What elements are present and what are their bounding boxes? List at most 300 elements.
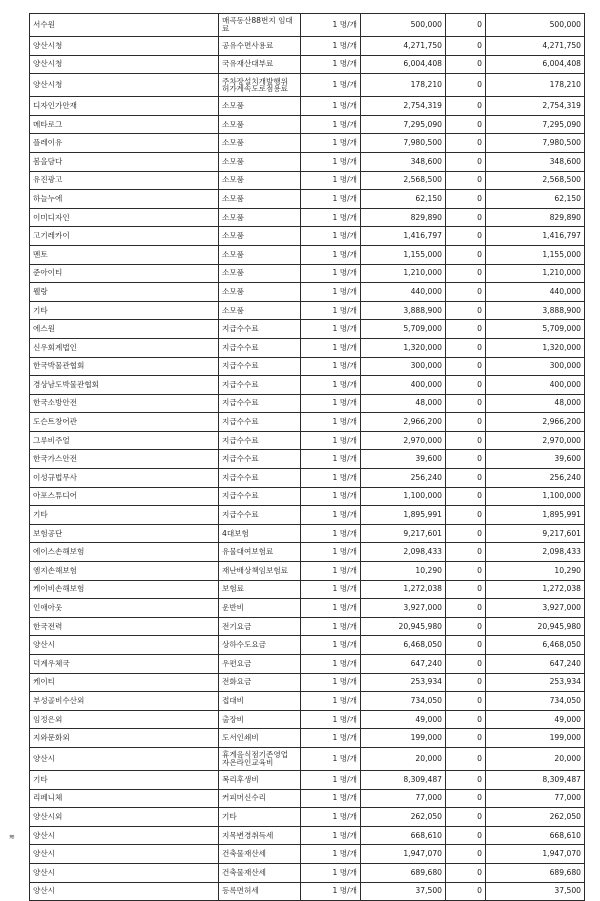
payee-cell: 양산시청 <box>30 55 219 74</box>
table-row <box>30 394 585 413</box>
quantity-cell: 1 명/개 <box>301 14 361 37</box>
item-cell: 소모품 <box>219 264 301 283</box>
extra-cell: 0 <box>446 617 486 636</box>
quantity-cell: 1 명/개 <box>301 617 361 636</box>
total-cell: 2,098,433 <box>486 543 585 562</box>
amount-cell: 689,680 <box>361 863 446 882</box>
total-cell: 734,050 <box>486 692 585 711</box>
extra-cell: 0 <box>446 301 486 320</box>
table-row <box>30 747 585 770</box>
amount-cell: 62,150 <box>361 190 446 209</box>
amount-cell: 1,100,000 <box>361 487 446 506</box>
extra-cell: 0 <box>446 469 486 488</box>
quantity-cell: 1 명/개 <box>301 394 361 413</box>
payee-cell: 유진광고 <box>30 171 219 190</box>
amount-cell: 2,098,433 <box>361 543 446 562</box>
payee-cell: 보험공단 <box>30 524 219 543</box>
extra-cell: 0 <box>446 882 486 901</box>
payee-cell: 기타 <box>30 301 219 320</box>
extra-cell: 0 <box>446 524 486 543</box>
amount-cell: 2,970,000 <box>361 431 446 450</box>
quantity-cell: 1 명/개 <box>301 283 361 302</box>
quantity-cell: 1 명/개 <box>301 506 361 525</box>
amount-cell: 262,050 <box>361 808 446 827</box>
total-cell: 6,468,050 <box>486 636 585 655</box>
item-cell: 우편요금 <box>219 655 301 674</box>
quantity-cell: 1 명/개 <box>301 692 361 711</box>
table-row <box>30 729 585 748</box>
total-cell: 1,210,000 <box>486 264 585 283</box>
payee-cell: 한국소방안전 <box>30 394 219 413</box>
item-cell: 건축물재산세 <box>219 863 301 882</box>
extra-cell: 0 <box>446 283 486 302</box>
total-cell: 2,754,319 <box>486 97 585 116</box>
quantity-cell: 1 명/개 <box>301 245 361 264</box>
payee-cell: 하늘누에 <box>30 190 219 209</box>
item-cell: 공유수면사용료 <box>219 37 301 56</box>
payee-cell: 양산시 <box>30 863 219 882</box>
extra-cell: 0 <box>446 770 486 789</box>
item-cell: 소모품 <box>219 171 301 190</box>
table-row <box>30 617 585 636</box>
total-cell: 2,970,000 <box>486 431 585 450</box>
item-cell: 소모품 <box>219 227 301 246</box>
table-row <box>30 655 585 674</box>
amount-cell: 1,272,038 <box>361 580 446 599</box>
item-cell: 전기요금 <box>219 617 301 636</box>
extra-cell: 0 <box>446 37 486 56</box>
total-cell: 3,888,900 <box>486 301 585 320</box>
quantity-cell: 1 명/개 <box>301 863 361 882</box>
payee-cell: 멘토 <box>30 245 219 264</box>
table-row <box>30 97 585 116</box>
quantity-cell: 1 명/개 <box>301 338 361 357</box>
total-cell: 62,150 <box>486 190 585 209</box>
item-cell: 복리후생비 <box>219 770 301 789</box>
item-cell: 지급수수료 <box>219 487 301 506</box>
payee-cell: 양산시청 <box>30 74 219 97</box>
table-row <box>30 152 585 171</box>
table-row <box>30 134 585 153</box>
table-row <box>30 320 585 339</box>
item-cell: 지급수수료 <box>219 320 301 339</box>
extra-cell: 0 <box>446 357 486 376</box>
payee-cell: 플레이유 <box>30 134 219 153</box>
amount-cell: 48,000 <box>361 394 446 413</box>
payee-cell: 케이비손해보험 <box>30 580 219 599</box>
amount-cell: 7,295,090 <box>361 115 446 134</box>
payee-cell: 양산시 <box>30 845 219 864</box>
total-cell: 3,927,000 <box>486 599 585 618</box>
total-cell: 1,100,000 <box>486 487 585 506</box>
margin-mark: ≋ <box>9 833 15 841</box>
table-row <box>30 826 585 845</box>
table-row <box>30 245 585 264</box>
quantity-cell: 1 명/개 <box>301 152 361 171</box>
extra-cell: 0 <box>446 710 486 729</box>
quantity-cell: 1 명/개 <box>301 134 361 153</box>
item-label: 휴게음식점기존영업 자온라인교육비 <box>222 750 289 767</box>
item-cell: 소모품 <box>219 208 301 227</box>
item-cell: 소모품 <box>219 283 301 302</box>
item-cell: 지급수수료 <box>219 469 301 488</box>
table-row <box>30 74 585 97</box>
amount-cell: 49,000 <box>361 710 446 729</box>
payee-cell: 한국박물관협회 <box>30 357 219 376</box>
total-cell: 49,000 <box>486 710 585 729</box>
payee-cell: 그루비주얼 <box>30 431 219 450</box>
payee-cell: 케이티 <box>30 673 219 692</box>
total-cell: 647,240 <box>486 655 585 674</box>
payee-cell: 신우회계법인 <box>30 338 219 357</box>
table-row <box>30 580 585 599</box>
table-row <box>30 376 585 395</box>
quantity-cell: 1 명/개 <box>301 845 361 864</box>
item-cell: 접대비 <box>219 692 301 711</box>
extra-cell: 0 <box>446 562 486 581</box>
total-cell: 39,600 <box>486 450 585 469</box>
table-row <box>30 770 585 789</box>
item-cell: 지급수수료 <box>219 413 301 432</box>
table-row <box>30 882 585 901</box>
total-cell: 1,272,038 <box>486 580 585 599</box>
table-row <box>30 636 585 655</box>
amount-cell: 7,980,500 <box>361 134 446 153</box>
payee-cell: 에스원 <box>30 320 219 339</box>
total-cell: 2,568,500 <box>486 171 585 190</box>
total-cell: 48,000 <box>486 394 585 413</box>
amount-cell: 6,468,050 <box>361 636 446 655</box>
amount-cell: 2,568,500 <box>361 171 446 190</box>
payee-cell: 양산시청 <box>30 37 219 56</box>
extra-cell: 0 <box>446 673 486 692</box>
total-cell: 199,000 <box>486 729 585 748</box>
extra-cell: 0 <box>446 845 486 864</box>
amount-cell: 3,888,900 <box>361 301 446 320</box>
table-row <box>30 283 585 302</box>
total-cell: 1,320,000 <box>486 338 585 357</box>
payee-cell: 봄을담다 <box>30 152 219 171</box>
amount-cell: 4,271,750 <box>361 37 446 56</box>
payee-cell: 경상남도박물관협회 <box>30 376 219 395</box>
payee-cell: 지와문화외 <box>30 729 219 748</box>
total-cell: 1,155,000 <box>486 245 585 264</box>
item-cell: 출장비 <box>219 710 301 729</box>
quantity-cell: 1 명/개 <box>301 320 361 339</box>
table-row <box>30 431 585 450</box>
item-cell: 소모품 <box>219 245 301 264</box>
payee-cell: 부성골비수산외 <box>30 692 219 711</box>
item-cell: 4대보험 <box>219 524 301 543</box>
extra-cell: 0 <box>446 636 486 655</box>
item-cell <box>219 747 301 770</box>
total-cell: 1,947,070 <box>486 845 585 864</box>
table-row <box>30 37 585 56</box>
total-cell: 262,050 <box>486 808 585 827</box>
table-row <box>30 301 585 320</box>
payee-cell: 양산시 <box>30 882 219 901</box>
item-cell: 등록면허세 <box>219 882 301 901</box>
table-row <box>30 338 585 357</box>
quantity-cell: 1 명/개 <box>301 487 361 506</box>
extra-cell: 0 <box>446 543 486 562</box>
amount-cell: 1,320,000 <box>361 338 446 357</box>
total-cell: 9,217,601 <box>486 524 585 543</box>
extra-cell: 0 <box>446 245 486 264</box>
payee-cell: 엠지손해보험 <box>30 562 219 581</box>
payee-cell: 양산시 <box>30 636 219 655</box>
quantity-cell: 1 명/개 <box>301 524 361 543</box>
item-cell: 국유재산대부료 <box>219 55 301 74</box>
amount-cell: 178,210 <box>361 74 446 97</box>
quantity-cell: 1 명/개 <box>301 208 361 227</box>
expense-ledger-table <box>29 13 585 901</box>
extra-cell: 0 <box>446 376 486 395</box>
item-cell: 지급수수료 <box>219 376 301 395</box>
extra-cell: 0 <box>446 808 486 827</box>
extra-cell: 0 <box>446 506 486 525</box>
table-row <box>30 450 585 469</box>
amount-cell: 256,240 <box>361 469 446 488</box>
total-cell: 1,416,797 <box>486 227 585 246</box>
extra-cell: 0 <box>446 55 486 74</box>
quantity-cell: 1 명/개 <box>301 599 361 618</box>
amount-cell: 300,000 <box>361 357 446 376</box>
quantity-cell: 1 명/개 <box>301 710 361 729</box>
table-row <box>30 357 585 376</box>
amount-cell: 6,004,408 <box>361 55 446 74</box>
quantity-cell: 1 명/개 <box>301 413 361 432</box>
table-row <box>30 115 585 134</box>
table-row <box>30 55 585 74</box>
table-row <box>30 413 585 432</box>
item-cell: 지급수수료 <box>219 431 301 450</box>
quantity-cell: 1 명/개 <box>301 469 361 488</box>
amount-cell: 3,927,000 <box>361 599 446 618</box>
quantity-cell: 1 명/개 <box>301 55 361 74</box>
quantity-cell: 1 명/개 <box>301 376 361 395</box>
amount-cell: 199,000 <box>361 729 446 748</box>
amount-cell: 829,890 <box>361 208 446 227</box>
extra-cell: 0 <box>446 338 486 357</box>
extra-cell: 0 <box>446 74 486 97</box>
item-cell: 기타 <box>219 808 301 827</box>
item-cell: 소모품 <box>219 152 301 171</box>
payee-cell: 인애아웃 <box>30 599 219 618</box>
quantity-cell: 1 명/개 <box>301 37 361 56</box>
total-cell: 256,240 <box>486 469 585 488</box>
amount-cell: 440,000 <box>361 283 446 302</box>
amount-cell: 1,155,000 <box>361 245 446 264</box>
quantity-cell: 1 명/개 <box>301 789 361 808</box>
ledger-body <box>30 14 585 901</box>
item-cell: 지급수수료 <box>219 338 301 357</box>
amount-cell: 9,217,601 <box>361 524 446 543</box>
quantity-cell: 1 명/개 <box>301 543 361 562</box>
quantity-cell: 1 명/개 <box>301 562 361 581</box>
payee-cell: 양산시외 <box>30 808 219 827</box>
extra-cell: 0 <box>446 599 486 618</box>
extra-cell: 0 <box>446 826 486 845</box>
table-row <box>30 599 585 618</box>
extra-cell: 0 <box>446 431 486 450</box>
payee-cell: 에이스손해보험 <box>30 543 219 562</box>
amount-cell: 2,966,200 <box>361 413 446 432</box>
total-cell: 300,000 <box>486 357 585 376</box>
total-cell: 77,000 <box>486 789 585 808</box>
payee-cell: 기타 <box>30 506 219 525</box>
total-cell: 8,309,487 <box>486 770 585 789</box>
payee-cell: 임정은외 <box>30 710 219 729</box>
total-cell: 668,610 <box>486 826 585 845</box>
item-cell: 소모품 <box>219 190 301 209</box>
extra-cell: 0 <box>446 264 486 283</box>
table-row <box>30 710 585 729</box>
item-cell: 전화요금 <box>219 673 301 692</box>
extra-cell: 0 <box>446 14 486 37</box>
total-cell: 348,600 <box>486 152 585 171</box>
item-cell: 소모품 <box>219 134 301 153</box>
quantity-cell: 1 명/개 <box>301 636 361 655</box>
quantity-cell: 1 명/개 <box>301 673 361 692</box>
amount-cell: 348,600 <box>361 152 446 171</box>
total-cell: 37,500 <box>486 882 585 901</box>
quantity-cell: 1 명/개 <box>301 655 361 674</box>
total-cell: 829,890 <box>486 208 585 227</box>
amount-cell: 400,000 <box>361 376 446 395</box>
quantity-cell: 1 명/개 <box>301 97 361 116</box>
payee-cell: 도슨트창어관 <box>30 413 219 432</box>
amount-cell: 39,600 <box>361 450 446 469</box>
total-cell: 178,210 <box>486 74 585 97</box>
item-cell: 지목변경취득세 <box>219 826 301 845</box>
total-cell: 4,271,750 <box>486 37 585 56</box>
total-cell: 20,000 <box>486 747 585 770</box>
total-cell: 10,290 <box>486 562 585 581</box>
table-row <box>30 469 585 488</box>
extra-cell: 0 <box>446 863 486 882</box>
amount-cell: 77,000 <box>361 789 446 808</box>
total-cell: 440,000 <box>486 283 585 302</box>
item-cell: 상하수도요금 <box>219 636 301 655</box>
extra-cell: 0 <box>446 227 486 246</box>
total-cell: 7,980,500 <box>486 134 585 153</box>
payee-cell: 한국가스안전 <box>30 450 219 469</box>
extra-cell: 0 <box>446 190 486 209</box>
table-row <box>30 227 585 246</box>
table-row <box>30 692 585 711</box>
payee-cell: 아포스튜디어 <box>30 487 219 506</box>
amount-cell: 253,934 <box>361 673 446 692</box>
payee-cell: 리페니체 <box>30 789 219 808</box>
item-cell: 지급수수료 <box>219 394 301 413</box>
quantity-cell: 1 명/개 <box>301 171 361 190</box>
payee-cell: 이성규법무사 <box>30 469 219 488</box>
payee-cell: 고기레카이 <box>30 227 219 246</box>
extra-cell: 0 <box>446 413 486 432</box>
payee-cell: 양산시 <box>30 747 219 770</box>
table-row <box>30 808 585 827</box>
payee-cell: 서수원 <box>30 14 219 37</box>
item-cell: 소모품 <box>219 115 301 134</box>
amount-cell: 1,210,000 <box>361 264 446 283</box>
item-cell: 지급수수료 <box>219 357 301 376</box>
item-cell: 유물대여보험료 <box>219 543 301 562</box>
table-row <box>30 543 585 562</box>
table-row <box>30 264 585 283</box>
amount-cell: 10,290 <box>361 562 446 581</box>
payee-cell: 디자인가안재 <box>30 97 219 116</box>
table-row <box>30 845 585 864</box>
quantity-cell: 1 명/개 <box>301 190 361 209</box>
quantity-cell: 1 명/개 <box>301 580 361 599</box>
table-row <box>30 208 585 227</box>
total-cell: 20,945,980 <box>486 617 585 636</box>
table-row <box>30 14 585 37</box>
extra-cell: 0 <box>446 394 486 413</box>
quantity-cell: 1 명/개 <box>301 882 361 901</box>
payee-cell: 웰랑 <box>30 283 219 302</box>
quantity-cell: 1 명/개 <box>301 301 361 320</box>
item-cell: 지급수수료 <box>219 450 301 469</box>
quantity-cell: 1 명/개 <box>301 227 361 246</box>
item-cell: 지급수수료 <box>219 506 301 525</box>
payee-cell: 양산시 <box>30 826 219 845</box>
extra-cell: 0 <box>446 134 486 153</box>
amount-cell: 2,754,319 <box>361 97 446 116</box>
table-row <box>30 171 585 190</box>
item-cell: 커피머신수리 <box>219 789 301 808</box>
extra-cell: 0 <box>446 789 486 808</box>
total-cell: 2,966,200 <box>486 413 585 432</box>
amount-cell: 8,309,487 <box>361 770 446 789</box>
extra-cell: 0 <box>446 747 486 770</box>
quantity-cell: 1 명/개 <box>301 808 361 827</box>
quantity-cell: 1 명/개 <box>301 431 361 450</box>
amount-cell: 20,000 <box>361 747 446 770</box>
amount-cell: 668,610 <box>361 826 446 845</box>
item-cell <box>219 14 301 37</box>
total-cell: 1,895,991 <box>486 506 585 525</box>
table-row <box>30 673 585 692</box>
quantity-cell: 1 명/개 <box>301 729 361 748</box>
payee-cell: 덕계우체국 <box>30 655 219 674</box>
payee-cell: 메타로그 <box>30 115 219 134</box>
amount-cell: 500,000 <box>361 14 446 37</box>
table-row <box>30 789 585 808</box>
quantity-cell: 1 명/개 <box>301 770 361 789</box>
extra-cell: 0 <box>446 152 486 171</box>
item-label: 매곡동산88번지 임대료 <box>222 16 293 33</box>
quantity-cell: 1 명/개 <box>301 826 361 845</box>
extra-cell: 0 <box>446 729 486 748</box>
extra-cell: 0 <box>446 450 486 469</box>
extra-cell: 0 <box>446 580 486 599</box>
extra-cell: 0 <box>446 320 486 339</box>
item-cell: 운반비 <box>219 599 301 618</box>
amount-cell: 20,945,980 <box>361 617 446 636</box>
ledger-sheet <box>29 13 584 901</box>
extra-cell: 0 <box>446 487 486 506</box>
item-cell: 소모품 <box>219 97 301 116</box>
quantity-cell: 1 명/개 <box>301 264 361 283</box>
extra-cell: 0 <box>446 171 486 190</box>
quantity-cell: 1 명/개 <box>301 115 361 134</box>
item-label: 주차장설치개발행위 허가계속도로점용료 <box>222 76 289 94</box>
quantity-cell: 1 명/개 <box>301 74 361 97</box>
extra-cell: 0 <box>446 692 486 711</box>
amount-cell: 37,500 <box>361 882 446 901</box>
